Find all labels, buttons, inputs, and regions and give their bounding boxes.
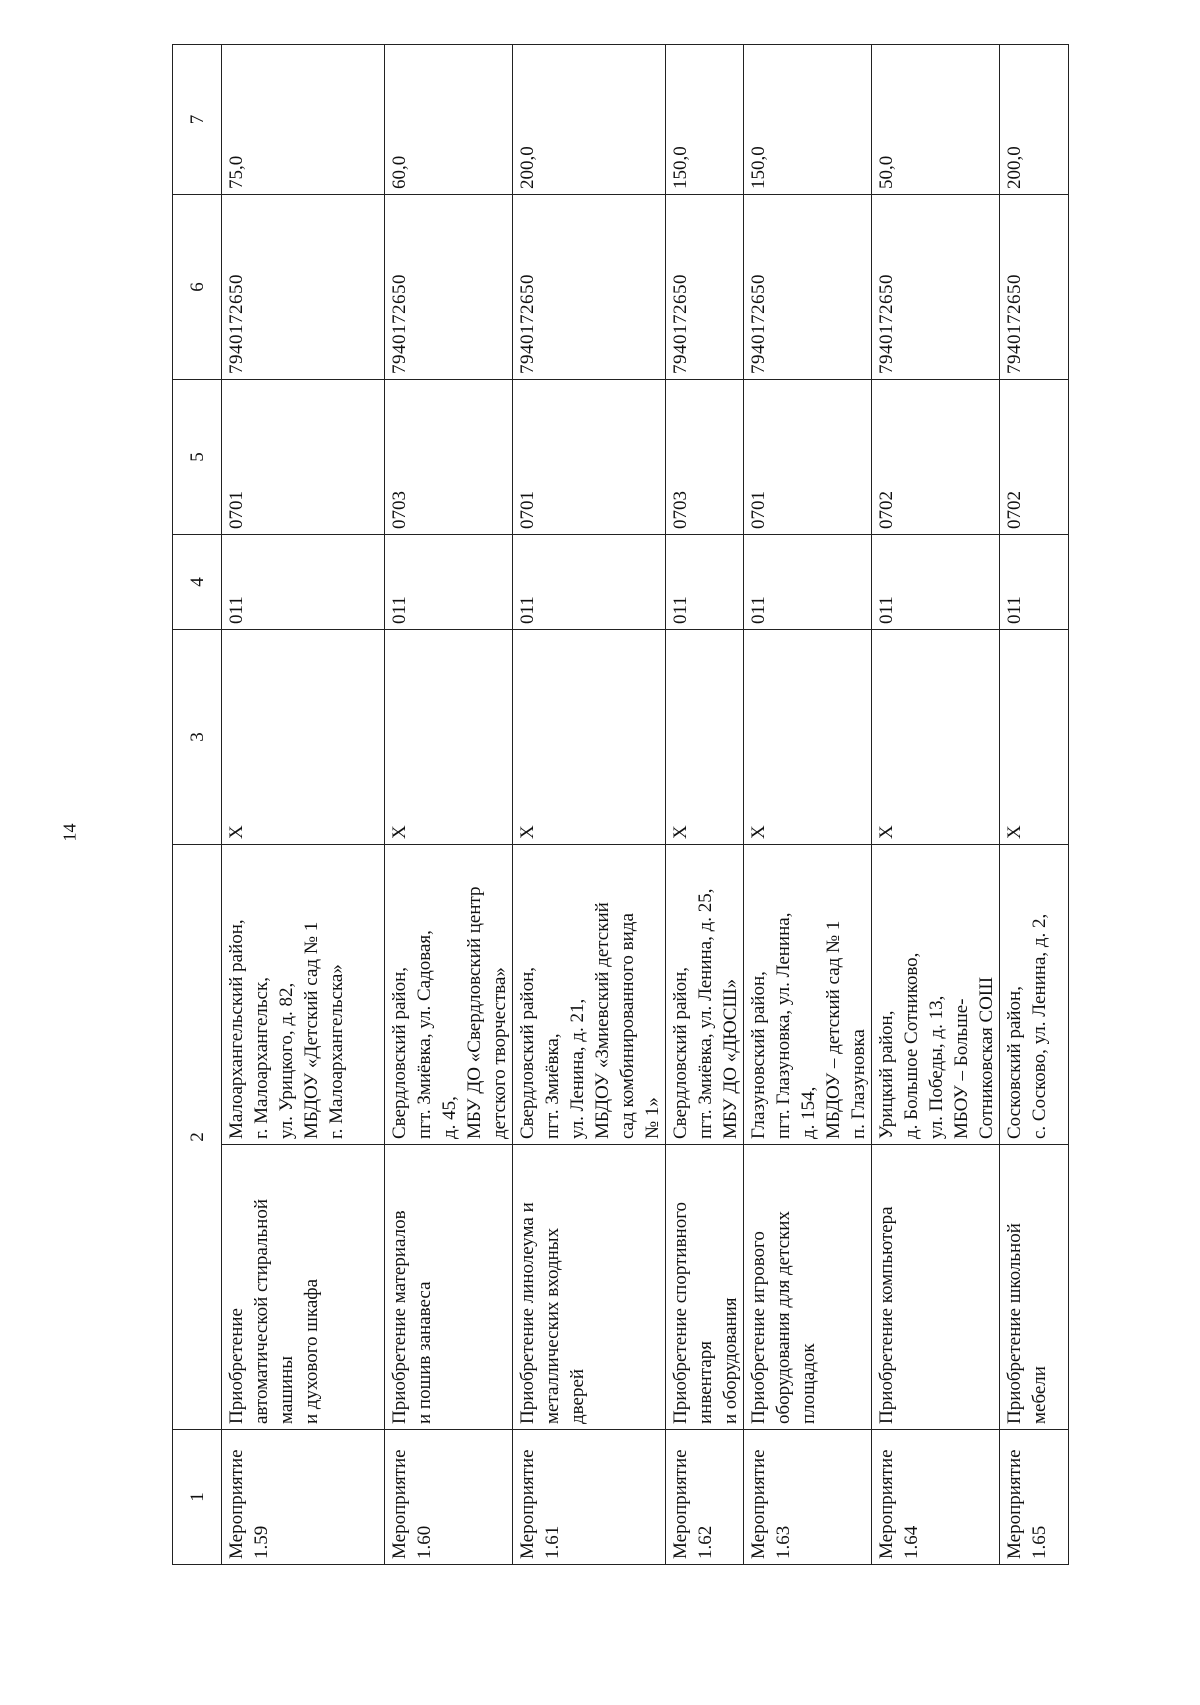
purpose-line: автоматической стиральной — [251, 1199, 272, 1424]
event-number-text: Мероприятие 1.60 — [389, 1449, 435, 1559]
grbs-code-cell: 011 — [513, 535, 666, 630]
address-cell — [222, 845, 385, 1145]
amount-cell: 200,0 — [513, 45, 666, 195]
amount-cell: 50,0 — [872, 45, 1000, 195]
address-line: Сотниковская СОШ — [976, 976, 997, 1139]
column-3-cell: Х — [222, 630, 385, 845]
address-line: Глазуновский район, — [748, 971, 769, 1139]
address-line: Свердловский район, — [517, 967, 538, 1139]
event-number-text: Мероприятие 1.65 — [1004, 1449, 1050, 1559]
target-code-cell: 7940172650 — [1000, 195, 1069, 380]
event-number-cell — [222, 1430, 385, 1565]
address-line: д. 154, — [798, 1086, 819, 1139]
event-number-cell — [872, 1430, 1000, 1565]
target-code-cell: 7940172650 — [744, 195, 872, 380]
purpose-cell — [872, 1145, 1000, 1430]
event-number-text: Мероприятие 1.63 — [748, 1449, 794, 1559]
purpose-cell — [222, 1145, 385, 1430]
table-row — [385, 45, 513, 1565]
purpose-cell — [513, 1145, 666, 1430]
event-number-cell — [513, 1430, 666, 1565]
purpose-line: и пошив занавеса — [414, 1281, 435, 1424]
table-row — [513, 45, 666, 1565]
table-row — [222, 45, 385, 1565]
table-row — [1000, 45, 1069, 1565]
address-line: пгт. Змиёвка, ул. Садовая, — [414, 930, 435, 1139]
column-3-cell: Х — [385, 630, 513, 845]
purpose-line: оборудования для детских — [773, 1211, 794, 1424]
column-3-cell: Х — [872, 630, 1000, 845]
address-line: д. 45, — [439, 1096, 460, 1139]
purpose-line: Приобретение компьютера — [876, 1206, 897, 1424]
purpose-line: и духового шкафа — [301, 1278, 322, 1424]
grbs-code-cell: 011 — [666, 535, 744, 630]
address-line: сад комбинированного вида — [617, 913, 638, 1139]
column-header-1: 1 — [173, 1430, 222, 1565]
column-header-5: 5 — [173, 380, 222, 535]
address-cell — [872, 845, 1000, 1145]
address-line: Свердловский район, — [670, 967, 691, 1139]
purpose-cell — [385, 1145, 513, 1430]
purpose-line: и оборудования — [720, 1297, 741, 1424]
address-line: МБДОУ «Детский сад № 1 — [301, 921, 322, 1139]
amount-cell: 75,0 — [222, 45, 385, 195]
target-code-cell: 7940172650 — [222, 195, 385, 380]
section-code-cell: 0703 — [666, 380, 744, 535]
address-line: Малоархангельский район, — [226, 919, 247, 1139]
address-line: г. Малоархангельск, — [251, 977, 272, 1139]
address-line: г. Малоархангельска» — [326, 964, 347, 1139]
purpose-line: инвентаря — [695, 1340, 716, 1424]
grbs-code-cell: 011 — [222, 535, 385, 630]
address-line: МБОУ – Больше- — [951, 998, 972, 1139]
column-header-2: 2 — [173, 845, 222, 1430]
address-line: МБДОУ – детский сад № 1 — [823, 920, 844, 1139]
address-line: № 1» — [642, 1097, 663, 1139]
amount-cell: 150,0 — [744, 45, 872, 195]
address-line: ул. Урицкого, д. 82, — [276, 982, 297, 1139]
address-line: с. Сосково, ул. Ленина, д. 2, — [1029, 913, 1050, 1139]
column-header-6: 6 — [173, 195, 222, 380]
target-code-cell: 7940172650 — [872, 195, 1000, 380]
header-row — [173, 45, 222, 1565]
event-number-text: Мероприятие 1.62 — [670, 1449, 716, 1559]
purpose-line: Приобретение линолеума и — [517, 1202, 538, 1424]
address-line: МБДОУ «Змиевский детский — [592, 902, 613, 1139]
column-3-cell: Х — [666, 630, 744, 845]
address-line: ул. Победы, д. 13, — [926, 995, 947, 1139]
section-code-cell: 0701 — [222, 380, 385, 535]
table-row — [666, 45, 744, 1565]
event-number-cell — [666, 1430, 744, 1565]
address-line: д. Большое Сотниково, — [901, 952, 922, 1139]
event-number-text: Мероприятие 1.64 — [876, 1449, 922, 1559]
rotated-table-container — [172, 45, 1060, 1565]
grbs-code-cell: 011 — [744, 535, 872, 630]
grbs-code-cell: 011 — [872, 535, 1000, 630]
event-number-text: Мероприятие 1.59 — [226, 1449, 272, 1559]
purpose-line: площадок — [798, 1343, 819, 1424]
address-line: пгт. Змиёвка, — [542, 1033, 563, 1139]
column-header-3: 3 — [173, 630, 222, 845]
purpose-line: Приобретение спортивного — [670, 1201, 691, 1424]
address-line: МБУ ДО «ДЮСШ» — [720, 978, 741, 1139]
section-code-cell: 0702 — [1000, 380, 1069, 535]
address-line: пгт. Глазуновка, ул. Ленина, — [773, 912, 794, 1139]
column-header-7: 7 — [173, 45, 222, 195]
grbs-code-cell: 011 — [1000, 535, 1069, 630]
address-line: Урицкий район, — [876, 1010, 897, 1139]
table-body — [222, 45, 1069, 1565]
target-code-cell: 7940172650 — [666, 195, 744, 380]
table-row — [744, 45, 872, 1565]
amount-cell: 150,0 — [666, 45, 744, 195]
address-cell — [666, 845, 744, 1145]
address-line: пгт. Змиёвка, ул. Ленина, д. 25, — [695, 888, 716, 1139]
event-number-text: Мероприятие 1.61 — [517, 1449, 563, 1559]
section-code-cell: 0703 — [385, 380, 513, 535]
purpose-line: металлических входных — [542, 1227, 563, 1424]
column-3-cell: Х — [1000, 630, 1069, 845]
column-header-4: 4 — [173, 535, 222, 630]
event-number-cell — [1000, 1430, 1069, 1565]
events-table — [172, 44, 1069, 1565]
purpose-line: машины — [276, 1355, 297, 1424]
address-cell — [744, 845, 872, 1145]
address-line: Свердловский район, — [389, 967, 410, 1139]
section-code-cell: 0701 — [744, 380, 872, 535]
purpose-line: Приобретение материалов — [389, 1210, 410, 1424]
section-code-cell: 0702 — [872, 380, 1000, 535]
purpose-line: дверей — [567, 1368, 588, 1424]
amount-cell: 200,0 — [1000, 45, 1069, 195]
target-code-cell: 7940172650 — [513, 195, 666, 380]
purpose-cell — [666, 1145, 744, 1430]
page-number: 14 — [59, 823, 80, 842]
address-line: МБУ ДО «Свердловский центр — [464, 886, 485, 1139]
amount-cell: 60,0 — [385, 45, 513, 195]
event-number-cell — [744, 1430, 872, 1565]
address-line: Сосковский район, — [1004, 986, 1025, 1139]
event-number-cell — [385, 1430, 513, 1565]
purpose-line: мебели — [1029, 1366, 1050, 1424]
section-code-cell: 0701 — [513, 380, 666, 535]
purpose-line: Приобретение игрового — [748, 1231, 769, 1424]
address-cell — [385, 845, 513, 1145]
address-cell — [513, 845, 666, 1145]
purpose-line: Приобретение — [226, 1308, 247, 1424]
grbs-code-cell: 011 — [385, 535, 513, 630]
column-3-cell: Х — [744, 630, 872, 845]
address-line: п. Глазуновка — [848, 1029, 869, 1139]
table-row — [872, 45, 1000, 1565]
target-code-cell: 7940172650 — [385, 195, 513, 380]
address-line: детского творчества» — [489, 967, 510, 1139]
purpose-line: Приобретение школьной — [1004, 1223, 1025, 1424]
address-cell — [1000, 845, 1069, 1145]
column-3-cell: Х — [513, 630, 666, 845]
purpose-cell — [1000, 1145, 1069, 1430]
purpose-cell — [744, 1145, 872, 1430]
address-line: ул. Ленина, д. 21, — [567, 998, 588, 1139]
